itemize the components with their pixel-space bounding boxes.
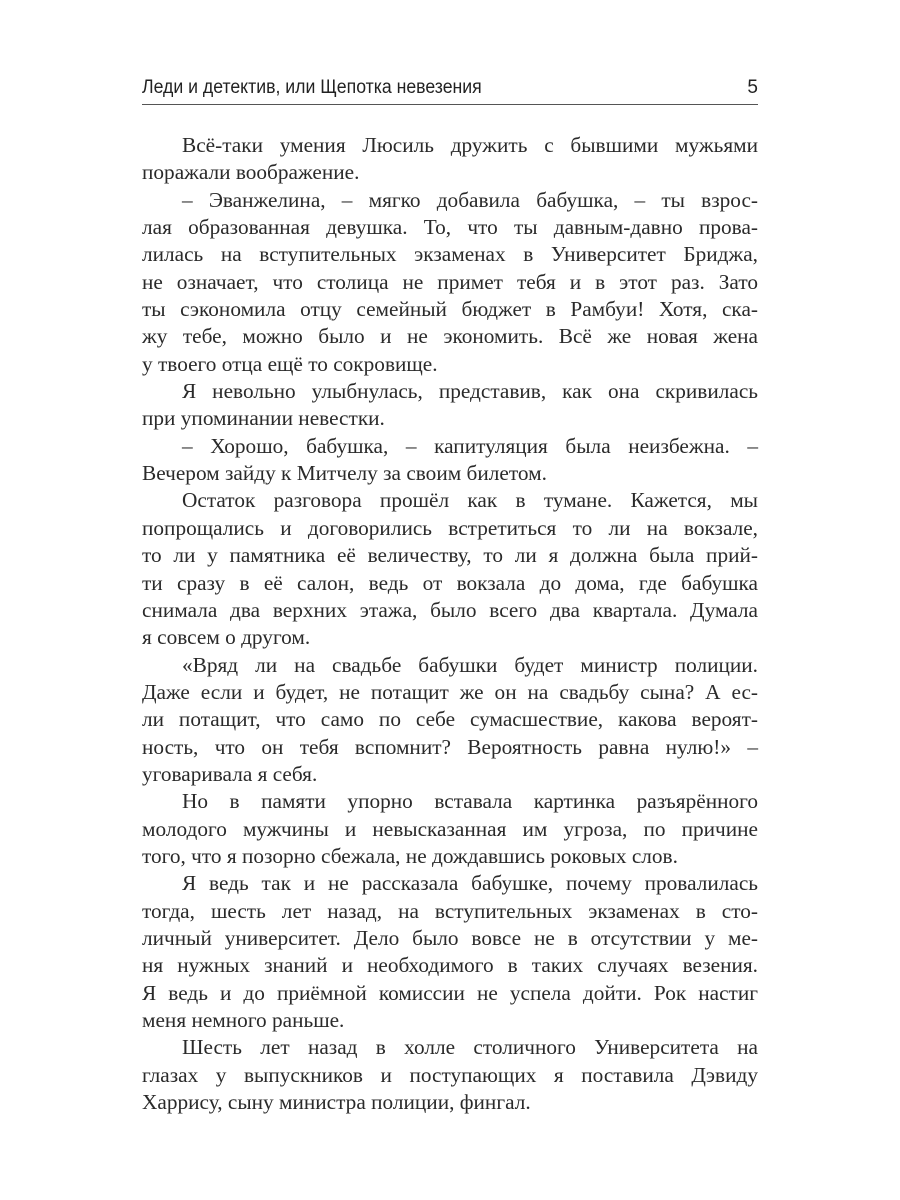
text-line: Я ведь так и не рассказала бабушке, почему провалилась: [182, 871, 758, 896]
page-body: [142, 132, 758, 1116]
text-line: то ли у памятника её величеству, то ли я должна была прий-: [142, 543, 758, 568]
text-line: глазах у выпускников и поступающих я поставила Дэвиду: [142, 1062, 758, 1087]
text-line: лая образованная девушка. То, что ты давным-давно прова-: [142, 215, 758, 240]
text-line: ня нужных знаний и необходимого в таких случаях везения.: [142, 953, 758, 978]
paragraph: [142, 187, 758, 378]
text-line: того, что я позорно сбежала, не дождавшись роковых слов.: [142, 843, 678, 868]
text-line: Остаток разговора прошёл как в тумане. Кажется, мы: [182, 488, 758, 513]
text-line: Харрису, сыну министра полиции, фингал.: [142, 1090, 531, 1115]
text-line: – Эванжелина, – мягко добавила бабушка, – ты взрос-: [182, 187, 758, 212]
text-line: поражали воображение.: [142, 160, 360, 185]
page-number: 5: [747, 77, 758, 98]
text-line: Шесть лет назад в холле столичного Университета на: [182, 1035, 758, 1060]
text-line: Всё-таки умения Люсиль дружить с бывшими мужьями: [182, 133, 758, 157]
text-line: попрощались и договорились встретиться то ли на вокзале,: [142, 515, 758, 540]
text-line: молодого мужчины и невысказанная им угроза, по причине: [142, 816, 758, 841]
text-line: меня немного раньше.: [142, 1008, 345, 1032]
text-line: жу тебе, можно было и не экономить. Всё же новая жена: [142, 324, 758, 349]
text-line: Я невольно улыбнулась, представив, как она скривилась: [182, 379, 758, 404]
text-line: Вечером зайду к Митчелу за своим билетом.: [142, 461, 547, 486]
text-line: не означает, что столица не примет тебя и в этот раз. Зато: [142, 269, 758, 294]
paragraph: [142, 433, 758, 488]
text-line: личный университет. Дело было вовсе не в отсутствии у ме-: [142, 925, 758, 950]
text-line: «Вряд ли на свадьбе бабушки будет министр полиции.: [182, 652, 758, 677]
text-line: Но в памяти упорно вставала картинка разъярённого: [182, 789, 758, 814]
paragraph: [142, 788, 758, 870]
book-title: Леди и детектив, или Щепотка невезения: [142, 77, 482, 98]
text-line: снимала два верхних этажа, было всего два квартала. Думала: [142, 597, 758, 622]
text-line: ты сэкономила отцу семейный бюджет в Рамбуи! Хотя, ска-: [142, 297, 758, 322]
text-line: – Хорошо, бабушка, – капитуляция была неизбежна. –: [182, 433, 758, 458]
text-line: Я ведь и до приёмной комиссии не успела дойти. Рок настиг: [142, 980, 758, 1005]
text-line: ность, что он тебя вспомнит? Вероятность равна нулю!» –: [142, 734, 758, 759]
paragraph: [142, 1034, 758, 1116]
text-line: тогда, шесть лет назад, на вступительных экзаменах в сто-: [142, 898, 758, 923]
paragraph: [142, 132, 758, 187]
text-line: уговаривала я себя.: [142, 761, 318, 786]
paragraph: [142, 487, 758, 651]
paragraph: [142, 378, 758, 433]
text-line: у твоего отца ещё то сокровище.: [142, 351, 438, 376]
text-line: ти сразу в её салон, ведь от вокзала до дома, где бабушка: [142, 570, 758, 595]
text-line: Даже если и будет, не потащит же он на свадьбу сына? А ес-: [142, 679, 758, 704]
text-line: я совсем о другом.: [142, 625, 311, 650]
text-line: ли потащит, что само по себе сумасшествие, какова вероят-: [142, 707, 758, 732]
text-line: лилась на вступительных экзаменах в Университет Бриджа,: [142, 242, 758, 267]
paragraph: [142, 870, 758, 1034]
text-line: при упоминании невестки.: [142, 406, 385, 431]
running-header: [142, 76, 758, 105]
paragraph: [142, 652, 758, 789]
